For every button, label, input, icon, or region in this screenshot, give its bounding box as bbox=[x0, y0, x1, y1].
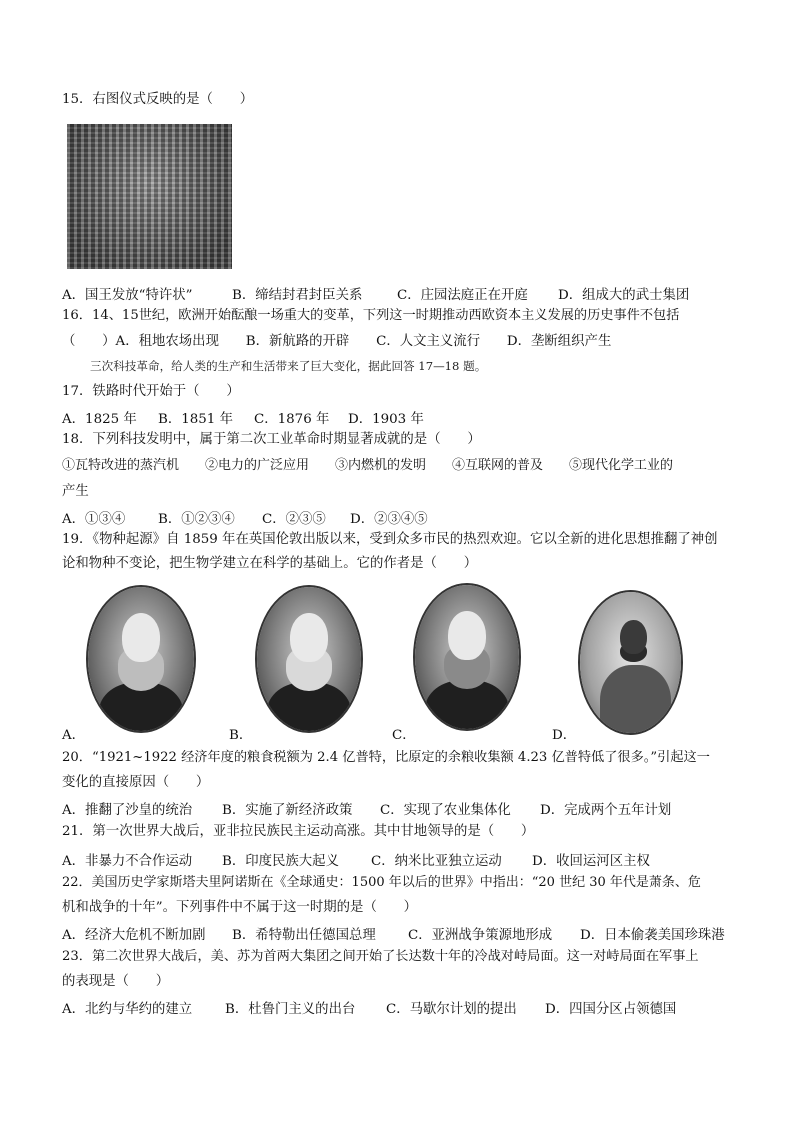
q23-option-a: A．北约与华约的建立 bbox=[62, 1002, 193, 1017]
ceremony-illustration bbox=[67, 124, 232, 269]
q22-stem-line1: 22．美国历史学家斯塔夫里阿诺斯在《全球通史：1500 年以后的世界》中指出：“20 世纪 30 年代是萧条、危 bbox=[62, 875, 701, 890]
q23-stem-line2: 的表现是（ ） bbox=[62, 974, 170, 989]
q19-option-d: D． bbox=[552, 728, 577, 743]
q18-option-d: D．②③④⑤ bbox=[350, 512, 428, 527]
q21-option-a: A．非暴力不合作运动 bbox=[62, 854, 193, 869]
q22-option-c: C．亚洲战争策源地形成 bbox=[408, 928, 553, 943]
q19-option-a: A． bbox=[62, 728, 86, 743]
portrait-d bbox=[578, 590, 683, 735]
q17-option-d: D．1903 年 bbox=[348, 412, 424, 427]
q21-option-d: D．收回运河区主权 bbox=[532, 854, 650, 869]
q19-stem-line2: 论和物种不变论，把生物学建立在科学的基础上。它的作者是（ ） bbox=[62, 556, 478, 571]
q19-option-b: B． bbox=[229, 728, 253, 743]
q21-option-b: B．印度民族大起义 bbox=[222, 854, 339, 869]
q17-option-b: B．1851 年 bbox=[158, 412, 233, 427]
q20-option-b: B．实施了新经济政策 bbox=[222, 803, 353, 818]
q17-option-c: C．1876 年 bbox=[254, 412, 330, 427]
q20-option-d: D．完成两个五年计划 bbox=[540, 803, 672, 818]
q16-stem: 16．14、15世纪，欧洲开始酝酿一场重大的变革，下列这一时期推动西欧资本主义发展的历史事件不包括 bbox=[62, 308, 680, 323]
q18-items-cont: 产生 bbox=[62, 484, 89, 499]
q20-option-a: A．推翻了沙皇的统治 bbox=[62, 803, 193, 818]
q19-stem-line1: 19．《物种起源》自 1859 年在英国伦敦出版以来，受到众多市民的热烈欢迎。它以全新的进化思想推翻了神创 bbox=[62, 532, 718, 547]
q20-option-c: C．实现了农业集体化 bbox=[380, 803, 511, 818]
q23-option-d: D．四国分区占领德国 bbox=[545, 1002, 677, 1017]
q23-stem-line1: 23．第二次世界大战后，美、苏为首两大集团之间开始了长达数十年的冷战对峙局面。这一对峙局面在军事上 bbox=[62, 949, 699, 964]
q15-option-c: C．庄园法庭正在开庭 bbox=[397, 288, 528, 303]
q22-option-b: B．希特勒出任德国总理 bbox=[232, 928, 376, 943]
q21-stem: 21．第一次世界大战后，亚非拉民族民主运动高涨。其中甘地领导的是（ ） bbox=[62, 824, 535, 839]
q22-option-a: A．经济大危机不断加剧 bbox=[62, 928, 206, 943]
q23-option-c: C．马歇尔计划的提出 bbox=[386, 1002, 517, 1017]
portrait-b bbox=[255, 585, 363, 733]
q18-items: ①瓦特改进的蒸汽机 ②电力的广泛应用 ③内燃机的发明 ④互联网的普及 ⑤现代化学工业的 bbox=[62, 458, 674, 473]
q20-stem-line1: 20．“1921~1922 经济年度的粮食税额为 2.4 亿普特，比原定的余粮收集额 4.23 亿普特低了很多。”引起这一 bbox=[62, 750, 710, 765]
q15-stem: 15．右图仪式反映的是（ ） bbox=[62, 92, 254, 107]
q19-option-c: C． bbox=[392, 728, 416, 743]
intro-17-18: 三次科技革命，给人类的生产和生活带来了巨大变化，据此回答 17—18 题。 bbox=[90, 359, 487, 373]
portrait-a bbox=[86, 585, 196, 733]
q17-stem: 17．铁路时代开始于（ ） bbox=[62, 384, 240, 399]
q22-stem-line2: 机和战争的十年”。下列事件中不属于这一时期的是（ ） bbox=[62, 900, 417, 915]
q18-option-a: A．①③④ bbox=[62, 512, 126, 527]
q16-options: （ ）A．租地农场出现 B．新航路的开辟 C．人文主义流行 D．垄断组织产生 bbox=[62, 334, 612, 349]
q23-option-b: B．杜鲁门主义的出台 bbox=[225, 1002, 356, 1017]
q18-option-c: C．②③⑤ bbox=[262, 512, 326, 527]
q18-option-b: B．①②③④ bbox=[158, 512, 235, 527]
q20-stem-line2: 变化的直接原因（ ） bbox=[62, 775, 210, 790]
q18-stem: 18．下列科技发明中，属于第二次工业革命时期显著成就的是（ ） bbox=[62, 432, 481, 447]
q15-option-a: A．国王发放“特许状” bbox=[62, 288, 193, 303]
q15-option-b: B．缔结封君封臣关系 bbox=[232, 288, 363, 303]
q17-option-a: A．1825 年 bbox=[62, 412, 137, 427]
q15-option-d: D．组成大的武士集团 bbox=[558, 288, 690, 303]
portrait-c bbox=[413, 583, 521, 731]
q22-option-d: D．日本偷袭美国珍珠港 bbox=[580, 928, 725, 943]
q21-option-c: C．纳米比亚独立运动 bbox=[371, 854, 502, 869]
